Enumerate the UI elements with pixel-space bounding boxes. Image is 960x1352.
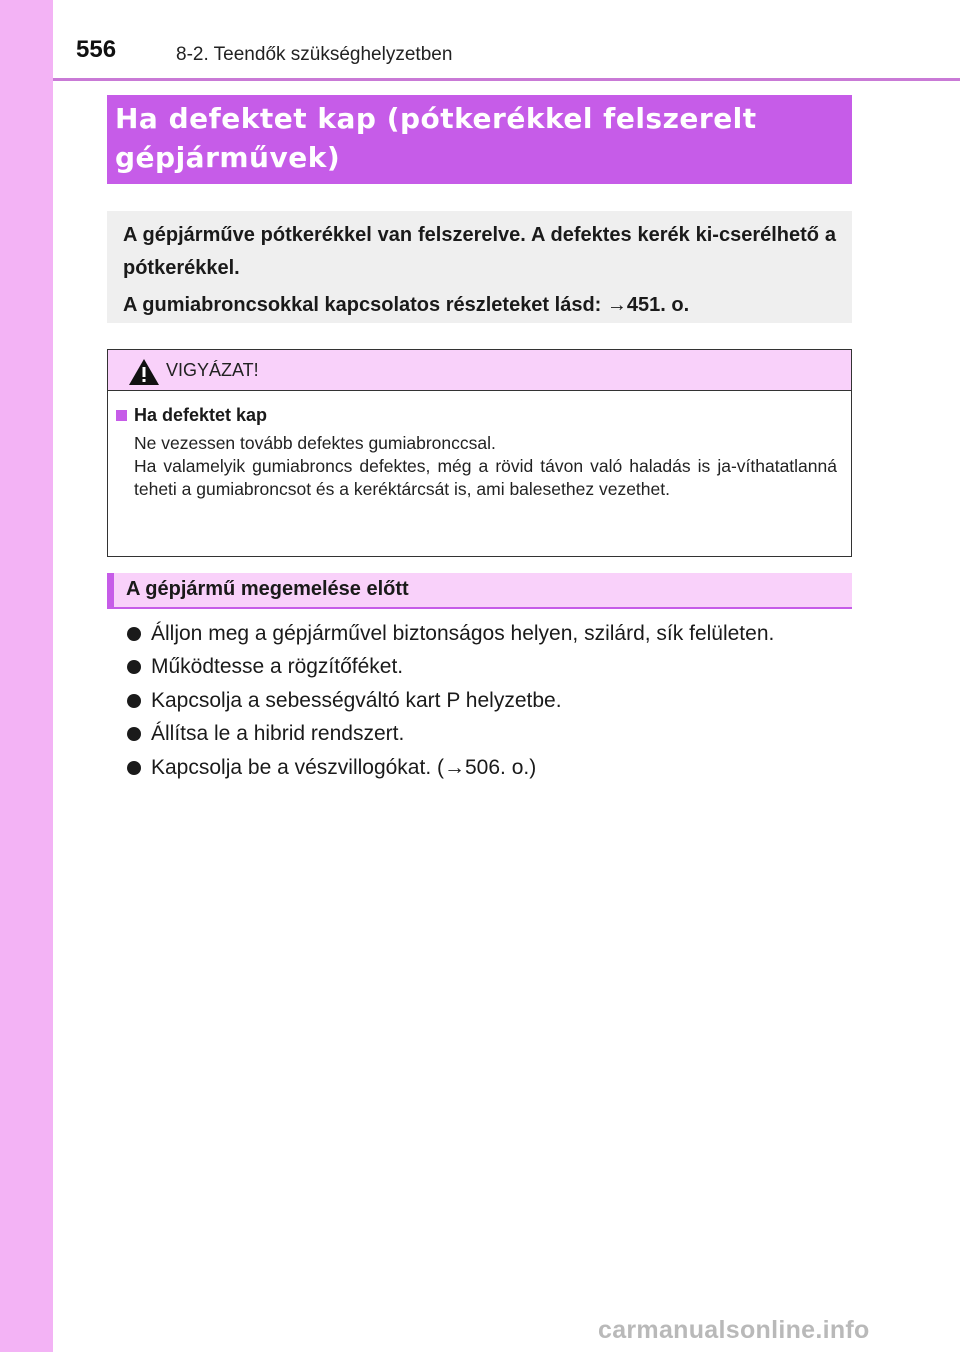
bullet-dot-icon <box>127 660 141 674</box>
bullet-dot-icon <box>127 727 141 741</box>
watermark: carmanualsonline.info <box>598 1316 870 1344</box>
warning-text <box>134 432 837 501</box>
chapter-title: 8-2. Teendők szükséghelyzetben <box>176 44 453 65</box>
intro-box <box>107 211 852 323</box>
list-item-text: Álljon meg a gépjárművel biztonságos helyen, szilárd, sík felületen. <box>151 621 775 645</box>
page-number: 556 <box>76 36 117 63</box>
list-item-text: Működtesse a rögzítőféket. <box>151 655 404 679</box>
list-item <box>127 718 867 752</box>
list-item <box>127 651 867 685</box>
header-band <box>53 0 960 81</box>
intro-paragraph-1: A gépjárműve pótkerékkel van felszerelve. A defektes kerék ki-cserélhető a pótkerékkel. <box>123 224 836 279</box>
list-item-text: Kapcsolja a sebességváltó kart P helyzetbe. <box>151 688 562 712</box>
bullet-list <box>127 617 867 785</box>
main-title-line-2: gépjárművek) <box>115 141 341 174</box>
intro-paragraph-2: A gumiabroncsokkal kapcsolatos részleteket lásd: →451. o. <box>123 294 690 316</box>
warning-line-2: Ha valamelyik gumiabroncs defektes, még a rövid távon való haladás is ja-víthatatlanná teheti a gumiabroncsot és a keréktárcsát is, ami balesethez vezethet. <box>134 456 837 499</box>
side-band <box>0 0 53 1352</box>
warning-line-1: Ne vezessen tovább defektes gumiabronccsal. <box>134 433 496 453</box>
square-bullet-icon <box>116 410 127 421</box>
list-item <box>127 751 867 785</box>
main-title-line-1: Ha defektet kap (pótkerékkel felszerelt <box>115 102 757 135</box>
warning-box <box>107 349 852 557</box>
list-item-text: Állítsa le a hibrid rendszert. <box>151 722 405 746</box>
list-item-text: Kapcsolja be a vészvillogókat. (→506. o.) <box>151 755 537 779</box>
warning-header <box>108 350 851 391</box>
list-item <box>127 617 867 651</box>
bullet-dot-icon <box>127 761 141 775</box>
warning-triangle-icon <box>128 358 160 386</box>
bullet-dot-icon <box>127 627 141 641</box>
warning-label: VIGYÁZAT! <box>166 360 259 380</box>
section-heading <box>107 573 852 609</box>
section-heading-text: A gépjármű megemelése előtt <box>126 578 409 600</box>
warning-body <box>108 391 851 501</box>
list-item <box>127 684 867 718</box>
main-title <box>107 95 852 184</box>
warning-subheading-text: Ha defektet kap <box>134 405 268 425</box>
warning-subheading <box>116 405 837 426</box>
bullet-dot-icon <box>127 694 141 708</box>
